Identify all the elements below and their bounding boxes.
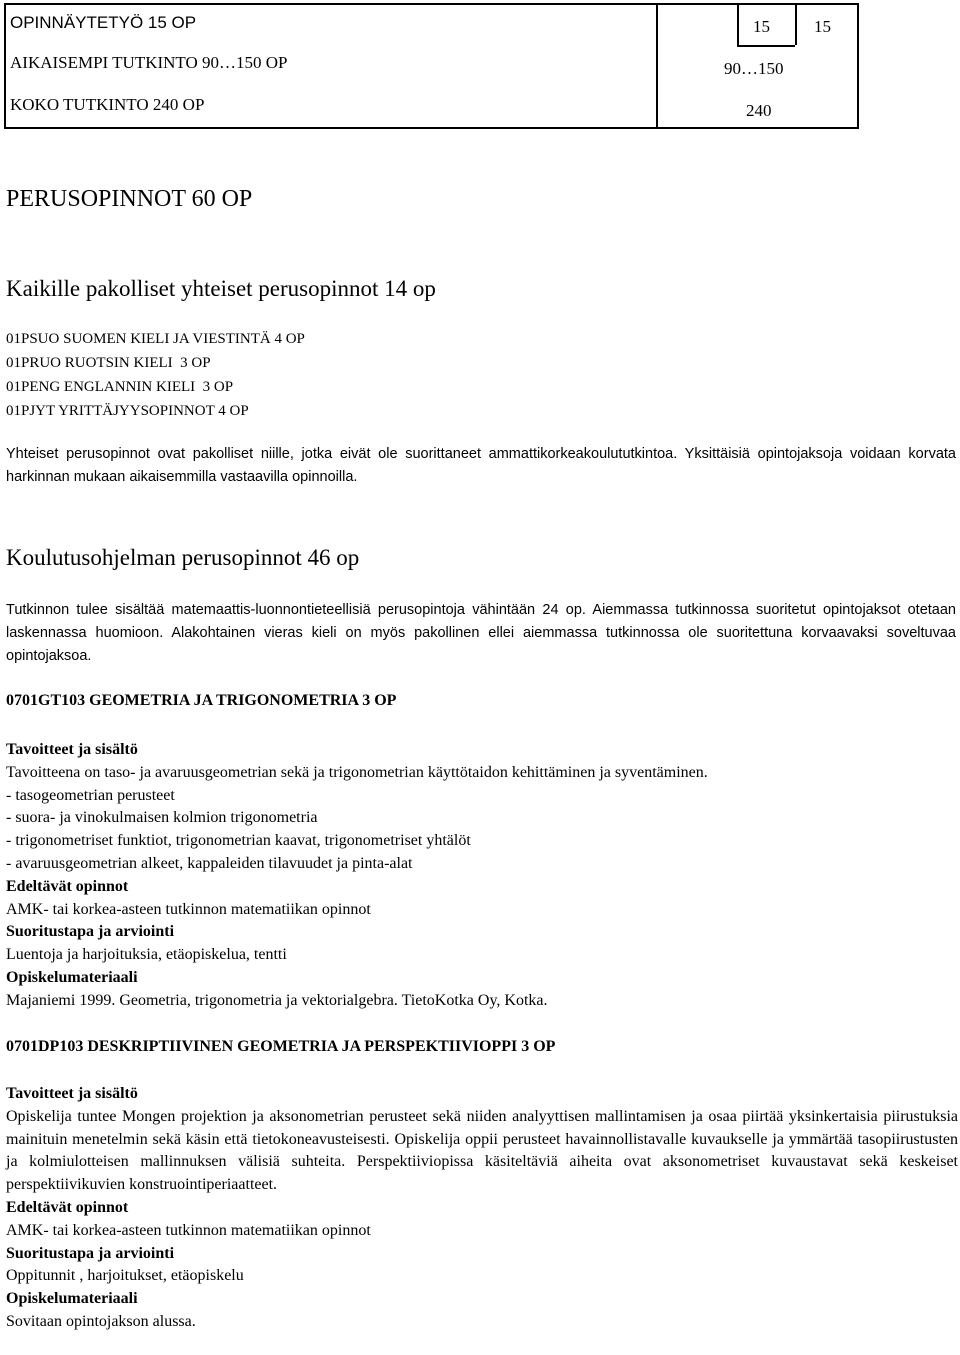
list-item: 01PSUO SUOMEN KIELI JA VIESTINTÄ 4 OP	[6, 331, 305, 347]
method-label: Suoritustapa ja arviointi	[6, 1244, 175, 1262]
program-studies-heading: Koulutusohjelman perusopinnot 46 op	[6, 545, 360, 570]
table-cell-value: 240	[746, 101, 772, 120]
prereq-text: AMK- tai korkea-asteen tutkinnon matematiikan opinnot	[6, 900, 371, 918]
material-label: Opiskelumateriaali	[6, 1290, 138, 1308]
table-cell-value: 15	[814, 17, 831, 36]
prereq-label: Edeltävät opinnot	[6, 1198, 129, 1216]
goals-label: Tavoitteet ja sisältö	[6, 741, 138, 758]
table-cell-value: 90…150	[724, 59, 784, 78]
material-text: Sovitaan opintojakson alussa.	[6, 1312, 196, 1330]
prereq-label: Edeltävät opinnot	[6, 877, 129, 895]
section-heading: PERUSOPINNOT 60 OP	[6, 186, 253, 212]
table-divider	[737, 5, 739, 45]
table-row-label: KOKO TUTKINTO 240 OP	[10, 95, 205, 114]
program-studies-note: Tutkinnon tulee sisältää matemaattis-luonnontieteellisiä perusopintoja vähintään 24 op. Aiemmassa tutkinnossa suoritetut opintojaksot otetaan laskennassa huomioon. Alakohtainen vieras kieli on myös pakollinen ellei aiemmassa tutkinnossa ole suoritettuna korvaavaksi soveltuvaa opintojaksoa.	[6, 602, 956, 664]
list-item: 01PENG ENGLANNIN KIELI 3 OP	[6, 379, 234, 395]
common-courses-list	[6, 327, 305, 423]
course-details	[6, 1083, 958, 1334]
method-text: Oppitunnit , harjoitukset, etäopiskelu	[6, 1267, 244, 1285]
list-item: 01PRUO RUOTSIN KIELI 3 OP	[6, 355, 211, 371]
list-item: - avaruusgeometrian alkeet, kappaleiden tilavuudet ja pinta-alat	[6, 854, 413, 872]
material-label: Opiskelumateriaali	[6, 968, 138, 986]
list-item: 01PJYT YRITTÄJYYSOPINNOT 4 OP	[6, 403, 249, 419]
method-label: Suoritustapa ja arviointi	[6, 923, 175, 941]
course-details	[6, 739, 958, 1013]
goals-text: Opiskelija tuntee Mongen projektion ja aksonometrian perusteet sekä niiden analyyttisen mallintamisen ja osaa piirtää yksinkertaisia piirustuksia mainituin menetelmin sekä käsin että tietokoneavusteisesti. Opiskelija oppii perusteet havainnollistavalle kuvaukselle ja ymmärtää tasopiirustusten ja kolmiulotteisen mallinnuksen välisiä suhteita. Perspektiiviopissa käsiteltäviä aiheita ovat aksonometriset kuvaustavat sekä keskeiset perspektiivikuvien konstruointiperiaatteet.	[6, 1107, 958, 1194]
common-studies-heading: Kaikille pakolliset yhteiset perusopinnot 14 op	[6, 276, 436, 301]
table-divider	[656, 5, 658, 127]
list-item: - trigonometriset funktiot, trigonometrian kaavat, trigonometriset yhtälöt	[6, 832, 471, 850]
table-row-label: OPINNÄYTETYÖ 15 OP	[10, 13, 197, 32]
list-item: - suora- ja vinokulmaisen kolmion trigonometria	[6, 809, 318, 827]
common-studies-note: Yhteiset perusopinnot ovat pakolliset niille, jotka eivät ole suorittaneet ammattikorkeakoulututkintoa. Yksittäisiä opintojaksoja voidaan korvata harkinnan mukaan aikaisemmilla vastaavilla opinnoilla.	[6, 446, 956, 485]
table-divider	[795, 5, 797, 45]
goals-label: Tavoitteet ja sisältö	[6, 1085, 138, 1102]
summary-table	[4, 3, 859, 129]
goals-text: Tavoitteena on taso- ja avaruusgeometrian sekä ja trigonometrian käyttötaidon kehittäminen ja syventäminen.	[6, 763, 708, 781]
list-item: - tasogeometrian perusteet	[6, 786, 175, 804]
course-title: 0701DP103 DESKRIPTIIVINEN GEOMETRIA JA PERSPEKTIIVIOPPI 3 OP	[6, 1038, 556, 1055]
course-title: 0701GT103 GEOMETRIA JA TRIGONOMETRIA 3 OP	[6, 692, 397, 709]
table-divider	[737, 45, 795, 47]
method-text: Luentoja ja harjoituksia, etäopiskelua, tentti	[6, 946, 287, 964]
table-cell-value: 15	[753, 17, 770, 36]
material-text: Majaniemi 1999. Geometria, trigonometria ja vektorialgebra. TietoKotka Oy, Kotka.	[6, 991, 548, 1009]
prereq-text: AMK- tai korkea-asteen tutkinnon matematiikan opinnot	[6, 1221, 371, 1239]
table-row-label: AIKAISEMPI TUTKINTO 90…150 OP	[10, 53, 288, 72]
